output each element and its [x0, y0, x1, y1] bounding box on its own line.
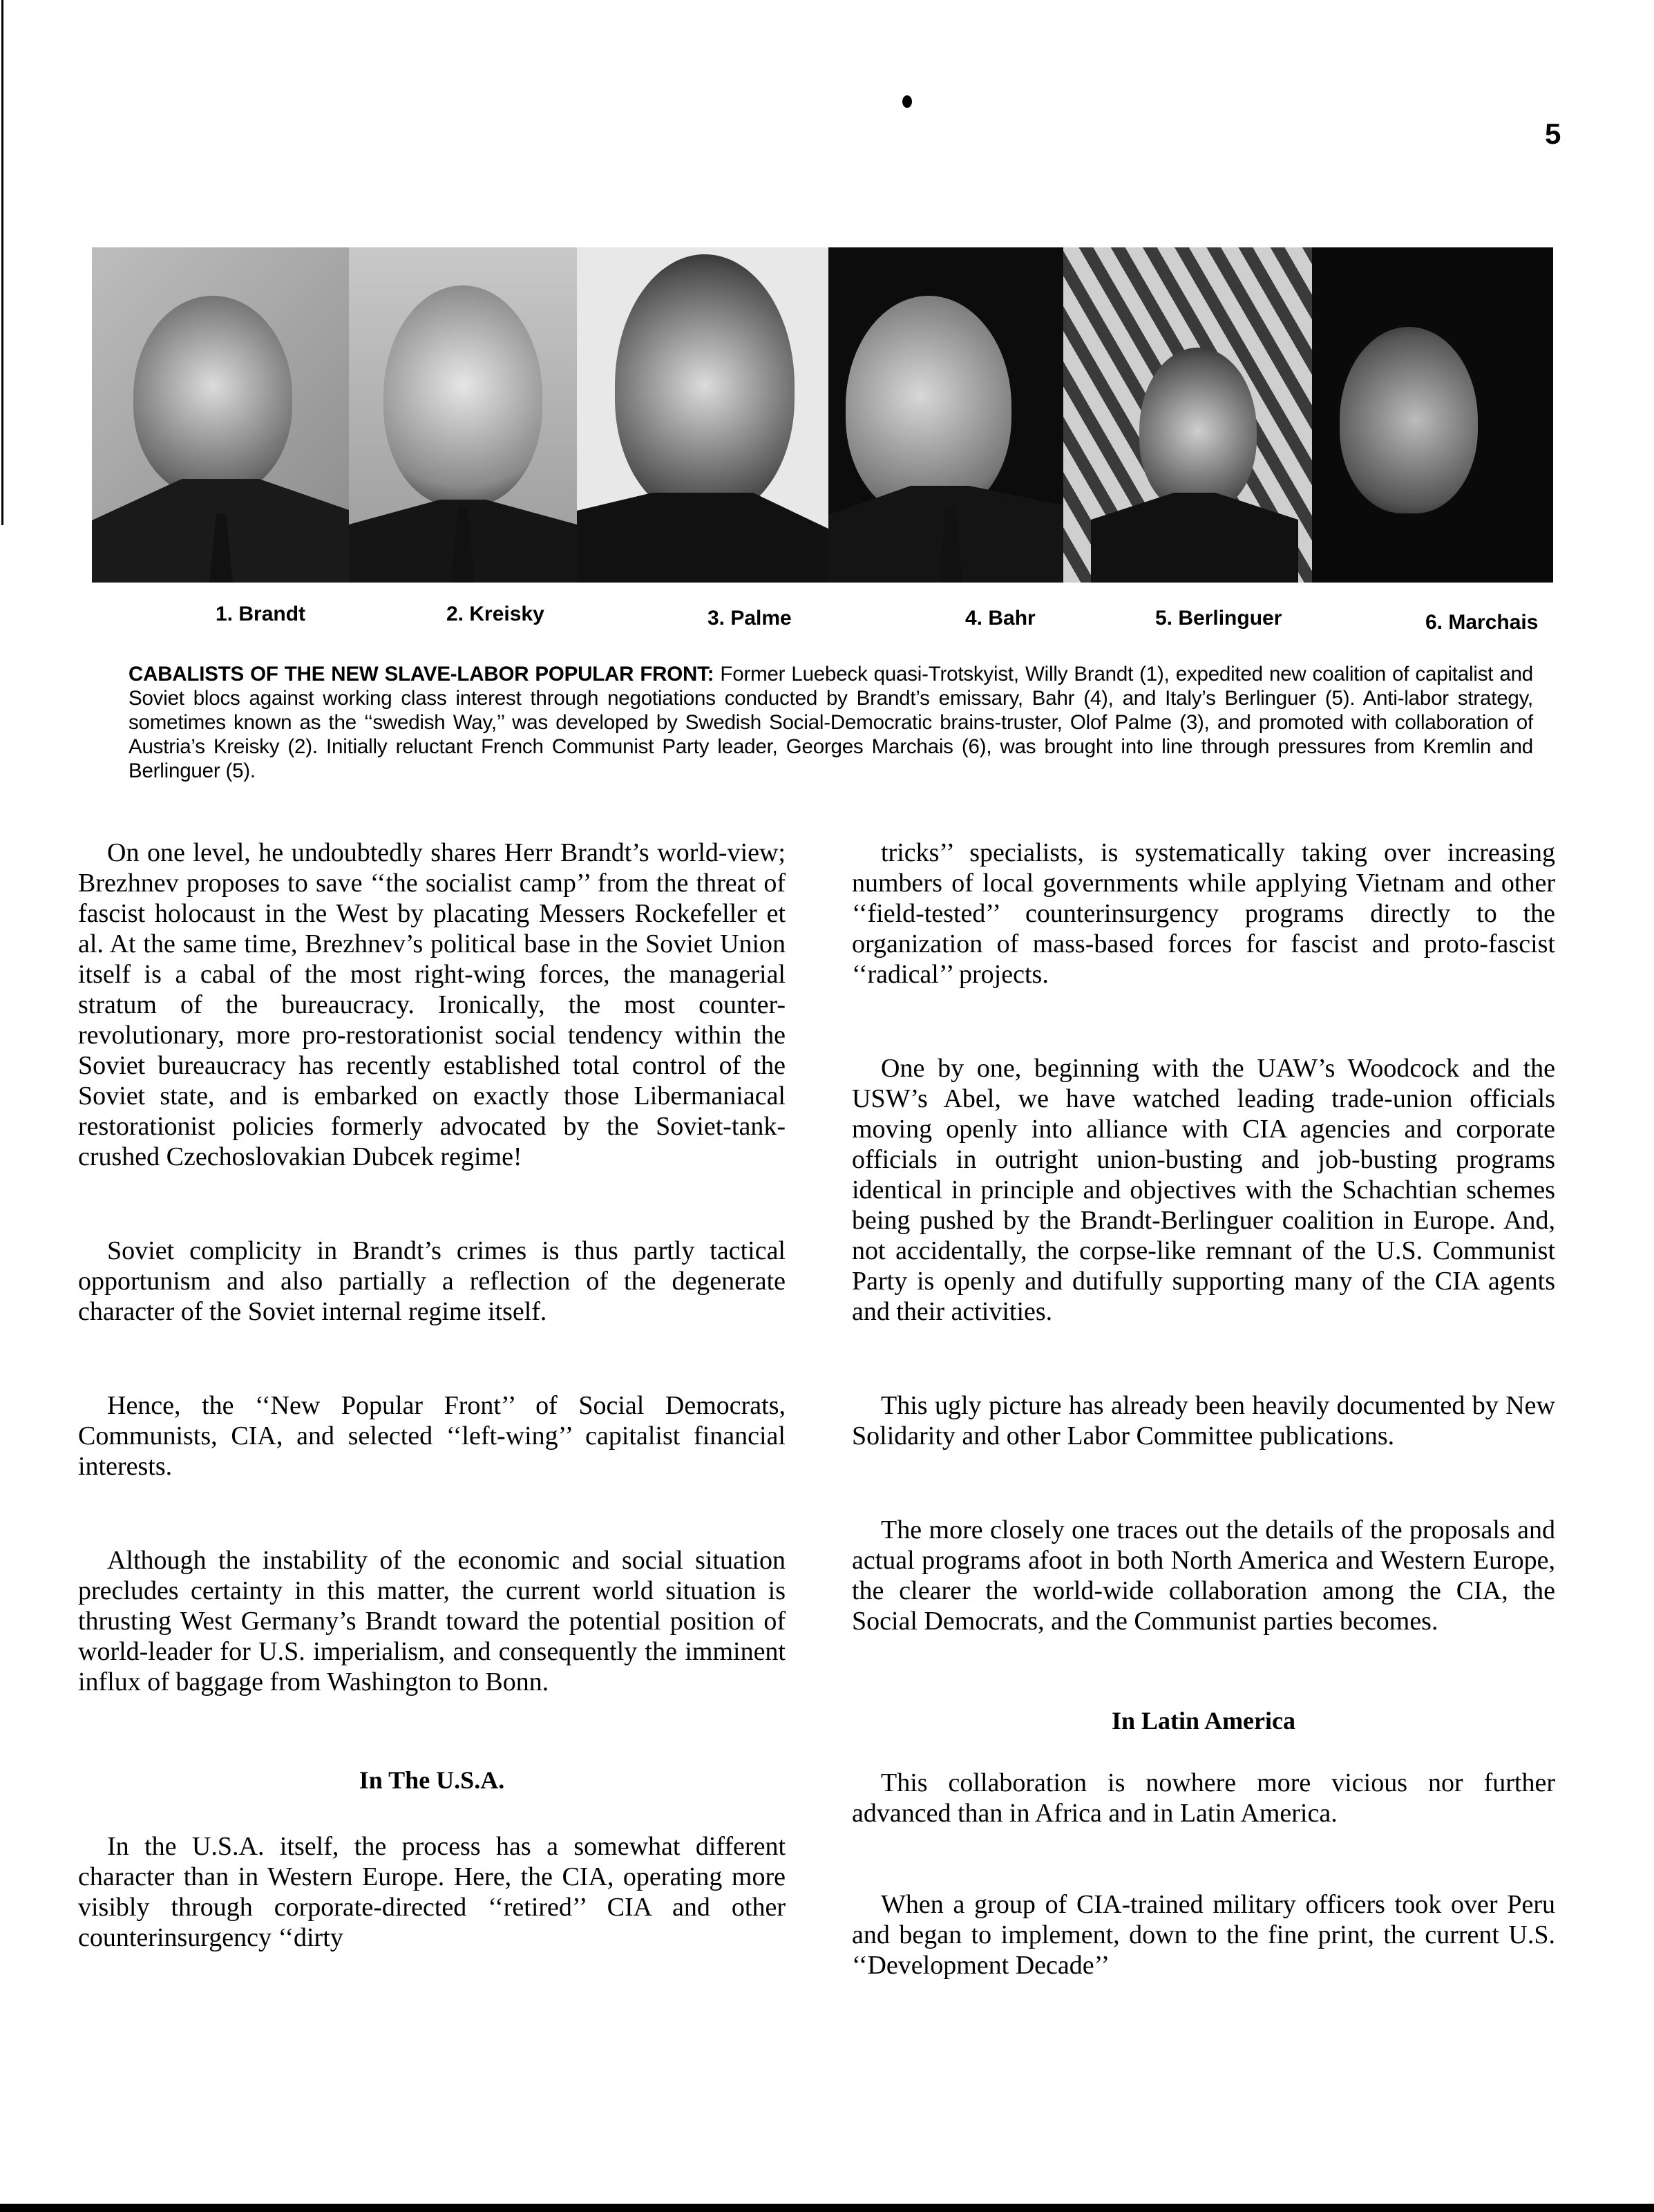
photo-bahr [828, 247, 1063, 583]
label-brandt: 1. Brandt [216, 603, 306, 625]
photo-caption [129, 662, 1533, 783]
label-marchais: 6. Marchais [1425, 611, 1539, 634]
label-bahr: 4. Bahr [965, 607, 1036, 630]
page-number: 5 [1545, 117, 1561, 150]
photo-palme [577, 247, 828, 583]
paragraph: One by one, beginning with the UAW’s Woodcock and the USW’s Abel, we have watched leading trade-union officials moving openly into alliance with CIA agencies and corporate officials in outright union-busting and job-busting programs identical in principle and objectives with the Schachtian schemes being pushed by the Brandt-Berlinguer coalition in Europe. And, not accidentally, the corpse-like remnant of the U.S. Communist Party is openly and dutifully supporting many of the CIA agents and their activities. [852, 1054, 1555, 1326]
paragraph: tricks’’ specialists, is systematically taking over increasing numbers of local governments while applying Vietnam and other ‘‘field-tested’’ counterinsurgency programs directly to the organization of mass-based forces for fascist and proto-fascist ‘‘radical’’ projects. [852, 838, 1555, 989]
photo-berlinguer [1063, 247, 1312, 583]
caption-text: Former Luebeck quasi-Trotskyist, Willy Brandt (1), expedited new coalition of capitalist and Soviet blocs against working class interest through negotiations conducted by Brandt’s emissary, Bahr (4), and Italy’s Berlinguer (5). Anti-labor strategy, sometimes known as the ‘‘swedish Way,’’ was developed by Swedish Social-Democratic brains-truster, Olof Palme (3), and promoted with collaboration of Austria’s Kreisky (2). Initially reluctant French Communist Party leader, Georges Marchais (6), was brought into line through pressures from Kremlin and Berlinguer (5). [129, 663, 1533, 782]
bullet-mark [902, 95, 912, 108]
right-column [852, 838, 1555, 1981]
paragraph: This ugly picture has already been heavily documented by New Solidarity and other Labor Committee publications. [852, 1391, 1555, 1450]
left-column [78, 838, 786, 1953]
label-berlinguer: 5. Berlinguer [1155, 607, 1282, 630]
scan-left-edge [1, 0, 3, 525]
label-palme: 3. Palme [707, 607, 792, 630]
photo-strip [92, 247, 1553, 583]
scan-bottom-edge [0, 2204, 1654, 2212]
paragraph: In the U.S.A. itself, the process has a somewhat different character than in Western Europe. Here, the CIA, operating more visibly through corporate-directed ‘‘retired’’ CIA and other counterinsurgency ‘‘dirty [78, 1832, 786, 1952]
photo-kreisky [349, 247, 577, 583]
paragraph: This collaboration is nowhere more vicious nor further advanced than in Africa and in Latin America. [852, 1768, 1555, 1828]
section-heading: In The U.S.A. [359, 1766, 505, 1794]
section-heading: In Latin America [1112, 1707, 1295, 1734]
paragraph: The more closely one traces out the details of the proposals and actual programs afoot in both North America and Western Europe, the clearer the world-wide collaboration among the CIA, the Social Democrats, and the Communist parties becomes. [852, 1515, 1555, 1636]
photo-labels [0, 603, 1654, 637]
paragraph: When a group of CIA-trained military officers took over Peru and began to implement, down to the fine print, the current U.S. ‘‘Development Decade’’ [852, 1890, 1555, 1980]
caption-lead: CABALISTS OF THE NEW SLAVE-LABOR POPULAR FRONT: [129, 663, 714, 686]
paragraph: Although the instability of the economic and social situation precludes certainty in this matter, the current world situation is thrusting West Germany’s Brandt toward the potential position of world-leader for U.S. imperialism, and consequently the imminent influx of baggage from Washington to Bonn. [78, 1546, 786, 1696]
paragraph: On one level, he undoubtedly shares Herr Brandt’s world-view; Brezhnev proposes to save ‘‘the socialist camp’’ from the threat of fascist holocaust in the West by placating Messers Rockefeller et al. At the same time, Brezhnev’s political base in the Soviet Union itself is a cabal of the most right-wing forces, the managerial stratum of the bureaucracy. Ironically, the most counter-revolutionary, more pro-restorationist social tendency within the Soviet bureaucracy has recently established total control of the Soviet state, and is embarked on exactly those Libermaniacal restorationist policies formerly advocated by the Soviet-tank-crushed Czechoslovakian Dubcek regime! [78, 838, 786, 1171]
photo-marchais [1312, 247, 1553, 583]
paragraph: Hence, the ‘‘New Popular Front’’ of Social Democrats, Communists, CIA, and selected ‘‘left-wing’’ capitalist financial interests. [78, 1391, 786, 1481]
label-kreisky: 2. Kreisky [446, 603, 544, 625]
paragraph: Soviet complicity in Brandt’s crimes is thus partly tactical opportunism and also partially a reflection of the degenerate character of the Soviet internal regime itself. [78, 1236, 786, 1326]
photo-brandt [92, 247, 349, 583]
